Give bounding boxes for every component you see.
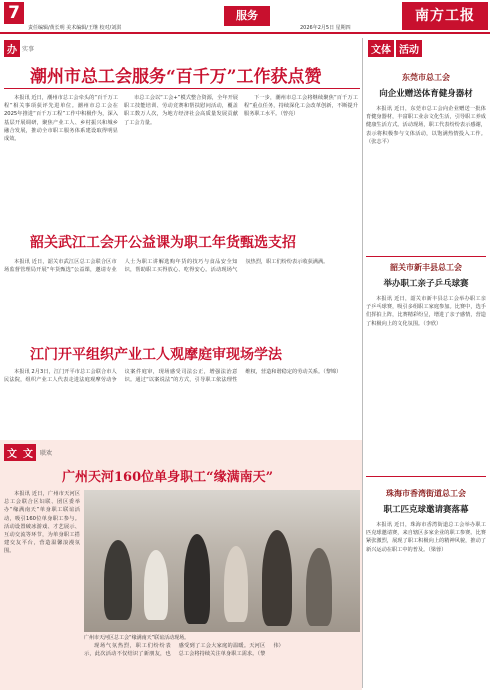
sidebar-box-3 (366, 488, 486, 681)
sidebar-rule (366, 476, 486, 477)
box2-headline: 举办职工亲子乒乓球赛 (383, 279, 469, 289)
section-tab: 服务 (224, 6, 270, 26)
person-figure (184, 534, 210, 624)
lead-column-2: 市总工会以“工会+”模式整合资源，全年开展职工技能培训、劳动竞赛和帮扶慰问活动，覆盖职工数万人次，为地方经济社会高质量发展贡献了工会力量。 (124, 95, 238, 126)
box1-body: 本报讯 近日，东莞市总工会向企业赠送一批体育健身器材，丰富职工业余文化生活，引导职工养成健康生活方式。活动现场，职工代表纷纷表示感谢，表示将积极参与文体活动，以饱满热情投入工作。（张志平） (366, 106, 486, 145)
lead-rule (4, 88, 360, 89)
story2-headline: 韶关武江工会开公益课为职工年货甄选支招 (30, 235, 296, 251)
lead-kicker-sub: 实事 (22, 46, 35, 53)
editor-info: 责任编辑/黄长明 美术编辑/王继 校对/刘淇 (28, 25, 122, 31)
box1-headline: 向企业赠送体育健身器材 (379, 89, 473, 99)
lead-column-1: 本报讯 近日，潮州市总工会牵头的“百千万工程”相关事项获评先进单位。潮州市总工会在2025年推进“百千万工程”工作中积极作为，深入基层开展调研，聚焦产业工人、乡村振兴和城乡融合发展，推动全市职工服务体系建设取得明显成效。 (4, 95, 118, 143)
sidebar-tag-2: 活动 (396, 40, 422, 57)
story4-kicker-sub: 联欢 (40, 450, 53, 457)
sidebar-tag: 文体 (368, 40, 394, 57)
box3-title: 珠海市香湾街道总工会 (386, 489, 466, 498)
sidebar-rule (366, 256, 486, 257)
box3-headline: 职工匹克球邀请赛落幕 (383, 505, 469, 515)
brand-logo: 南方工报 (402, 2, 488, 30)
box1-title: 东莞市总工会 (402, 73, 450, 82)
photo-caption: 广州市天河区总工会“缘满南天”联谊活动现场。 (84, 635, 190, 641)
sidebar-box-1 (366, 72, 486, 237)
story4-kicker-2: 文 (20, 444, 36, 461)
box3-body: 本报讯 近日，珠海市香湾街道总工会举办职工匹克球邀请赛，来自辖区多家企业的职工参赛。比赛紧张激烈，展现了职工积极向上的精神风貌，推动了新兴运动在职工中的普及。（梁蓉） (366, 522, 486, 553)
person-figure (104, 540, 132, 620)
box2-title: 韶关市新丰县总工会 (390, 263, 462, 272)
issue-date: 2026年2月5日 星期四 (300, 25, 351, 31)
page-header (0, 0, 490, 34)
story4-kicker: 文 (4, 444, 20, 461)
page-number: 7 (4, 2, 24, 24)
story4-headline: 广州天河160位单身职工“缘满南天” (62, 470, 274, 485)
story2-body: 本报讯 近日，韶关市武江区总工会联合区市场监督管理局开展“年货甄选”公益课，邀请专业人士为职工讲解选购年货的技巧与食品安全知识，帮助职工买得放心、吃得安心。活动现场气氛热烈，职工们纷纷表示收获满满。 (4, 259, 329, 274)
lead-headline: 潮州市总工会服务“百千万”工作获点赞 (30, 67, 322, 87)
story3-body: 本报讯 2月3日，江门开平市总工会联合市人民法院，组织产业工人代表走进法庭观摩劳动争议案件庭审，现场感受司法公正，增强法治意识。通过“以案说法”的方式，引导职工依法理性维权，营造和谐稳定的劳动关系。（黎锦） (4, 369, 342, 384)
lead-kicker: 办 (4, 40, 20, 57)
person-figure (262, 530, 292, 626)
sidebar-box-2 (366, 262, 486, 461)
person-figure (224, 546, 248, 622)
lead-column-3: 下一步，潮州市总工会将继续聚焦“百千万工程”重点任务，持续深化工会改革创新，不断提升服务职工水平。（曾亮） (244, 95, 358, 118)
box2-body: 本报讯 近日，韶关市新丰县总工会举办职工亲子乒乓球赛，吸引多组职工家庭参加。比赛中，选手们挥拍上阵，比赛精彩纷呈，增进了亲子感情，营造了积极向上的文化氛围。（李欣） (366, 296, 486, 327)
person-figure (306, 548, 332, 626)
story4-body: 本报讯 近日，广州市天河区总工会联合区妇联、团区委举办“缘满南天”单身职工联谊活动，吸引160位单身职工参与。活动设置破冰游戏、才艺展示、互动交流等环节，为单身职工搭建交友平台，营造温馨浪漫氛围。 (4, 491, 80, 555)
story4-side-text: 现场气氛热烈，职工们纷纷表示，此次活动不仅结识了新朋友，也感受到了工会大家庭的温暖。天河区总工会将持续关注单身职工需求。（黎伟） (84, 643, 284, 658)
person-figure (144, 550, 168, 620)
story3-headline: 江门开平组织产业工人观摩庭审现场学法 (30, 347, 282, 363)
event-photo (84, 490, 360, 632)
sidebar-divider (362, 38, 363, 688)
